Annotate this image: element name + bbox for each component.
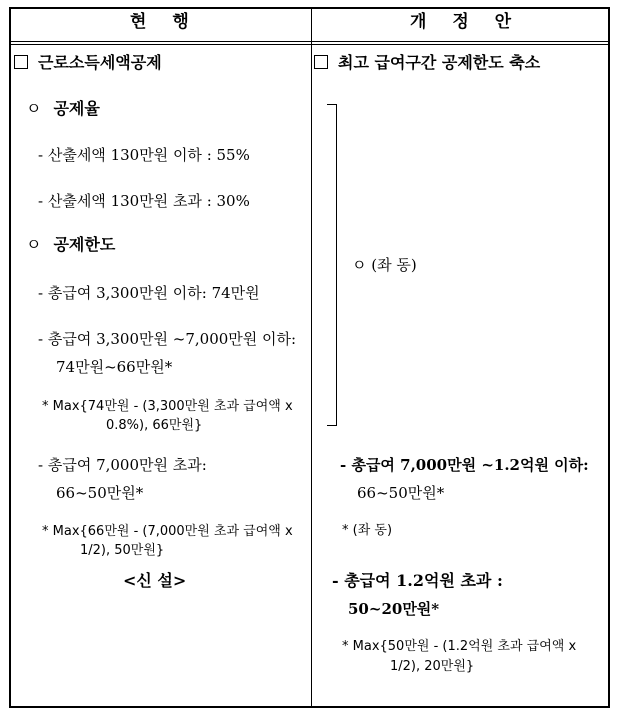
limit-heading	[26, 237, 115, 253]
right-item-2-line1: - 총급여 1.2억원 초과 :	[332, 571, 503, 590]
note-1-line1: * Max{74만원 - (3,300만원 초과 급여액 x	[42, 399, 293, 414]
same-as-left: ㅇ (좌 동)	[352, 256, 417, 274]
right-section-title	[314, 55, 540, 71]
limit-item-2-line1: - 총급여 3,300만원 ~7,000만원 이하:	[38, 330, 297, 348]
rate-item-1: - 산출세액 130만원 이하 : 55%	[38, 146, 250, 164]
right-section-title-text: 최고 급여구간 공제한도 축소	[338, 53, 541, 72]
circle-bullet-icon: ㅇ	[26, 235, 42, 254]
checkbox-square-icon	[314, 55, 328, 69]
limit-item-2-line2: 74만원~66만원*	[56, 358, 173, 376]
limit-title: 공제한도	[53, 235, 116, 254]
right-note-1: * (좌 동)	[342, 523, 393, 538]
bracket-icon	[327, 104, 337, 426]
note-2-line1: * Max{66만원 - (7,000만원 초과 급여액 x	[42, 524, 293, 539]
new-label: <신 설>	[123, 571, 187, 590]
right-note-2-line2: 1/2), 20만원}	[390, 659, 475, 674]
note-2-line2: 1/2), 50만원}	[80, 543, 165, 558]
right-item-2-line2: 50~20만원*	[348, 600, 440, 618]
header-divider-double	[11, 44, 608, 45]
rate-item-2: - 산출세액 130만원 초과 : 30%	[38, 192, 250, 210]
right-note-2-line1: * Max{50만원 - (1.2억원 초과 급여액 x	[342, 639, 577, 654]
limit-item-3-line1: - 총급여 7,000만원 초과:	[38, 456, 207, 474]
rate-title: 공제율	[53, 99, 100, 118]
note-1-line2: 0.8%), 66만원}	[106, 418, 203, 433]
right-item-1-line1: - 총급여 7,000만원 ~1.2억원 이하:	[340, 456, 589, 474]
left-section-title	[14, 55, 162, 71]
right-item-1-line2: 66~50만원*	[357, 484, 445, 502]
limit-item-3-line2: 66~50만원*	[56, 484, 144, 502]
header-current: 현 행	[130, 12, 199, 32]
limit-item-1: - 총급여 3,300만원 이하: 74만원	[38, 284, 260, 302]
left-section-title-text: 근로소득세액공제	[38, 53, 162, 72]
checkbox-square-icon	[14, 55, 28, 69]
header-divider	[11, 41, 608, 42]
column-divider	[311, 9, 312, 706]
header-proposal: 개 정 안	[410, 12, 522, 32]
circle-bullet-icon: ㅇ	[26, 99, 42, 118]
rate-heading	[26, 101, 100, 117]
